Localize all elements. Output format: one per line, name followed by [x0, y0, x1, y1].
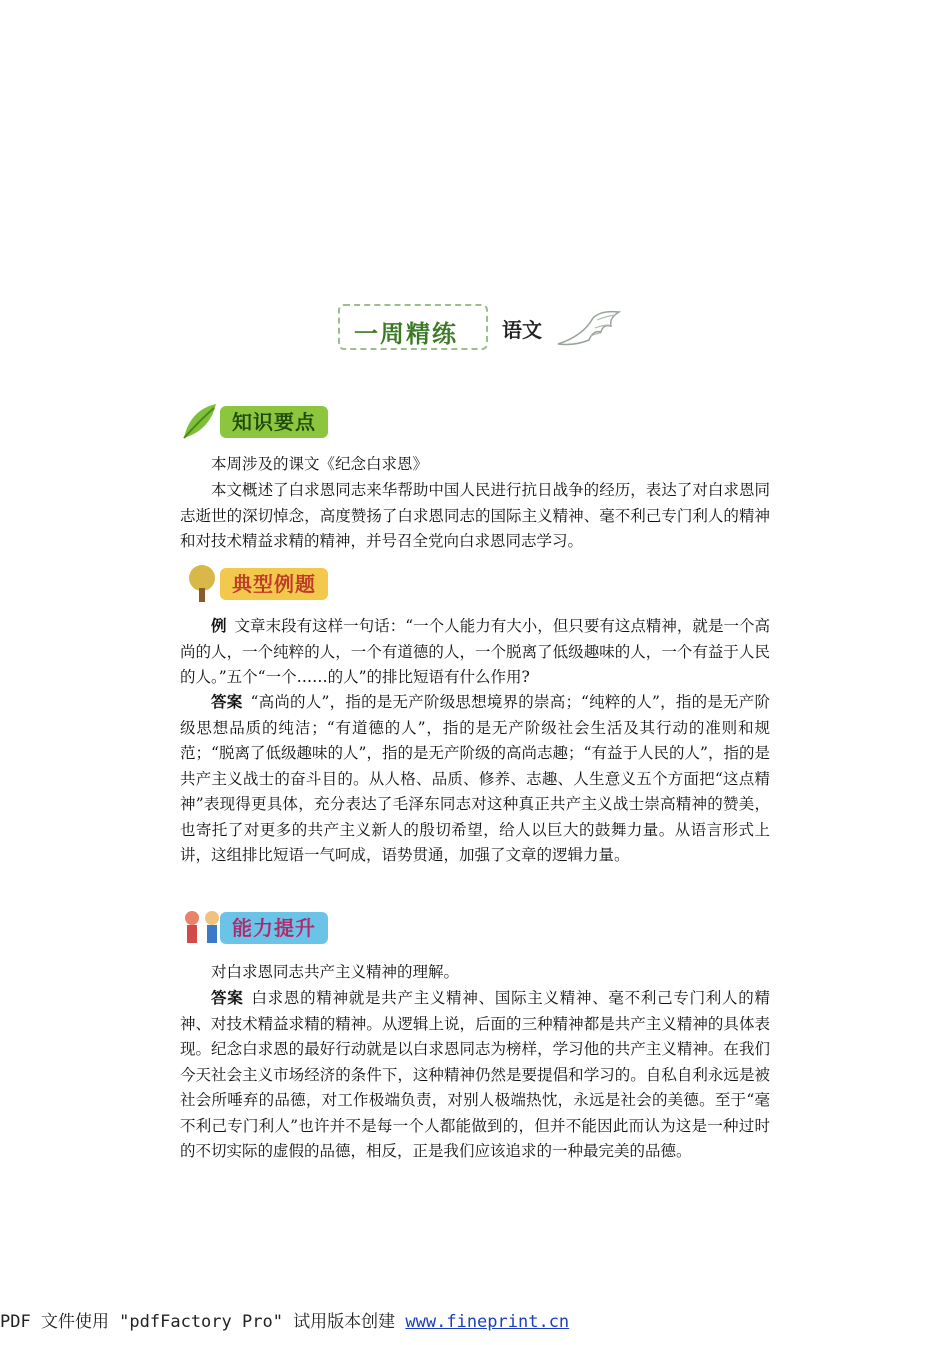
section-tag-label: 能力提升 — [220, 912, 328, 944]
tree-icon — [180, 562, 224, 606]
knowledge-body: 本文概述了白求恩同志来华帮助中国人民进行抗日战争的经历，表达了对白求恩同志逝世的深切悼念，高度赞扬了白求恩同志的国际主义精神、毫不利己专门利人的精神和对技术精益求精的精神，并号召全党向白求恩同志学习。 — [180, 481, 770, 550]
ability-question: 对白求恩同志共产主义精神的理解。 — [211, 963, 460, 981]
ability-answer — [180, 986, 770, 1165]
kids-icon — [180, 906, 224, 950]
banner-title: 一周精练 — [354, 320, 458, 348]
section-tag-ability — [180, 906, 380, 950]
section-tag-label: 典型例题 — [220, 568, 328, 600]
banner-subject: 语文 — [502, 318, 542, 342]
example-answer — [180, 690, 770, 869]
page-header-banner — [338, 302, 618, 354]
knowledge-intro: 本周涉及的课文《纪念白求恩》 — [211, 455, 429, 473]
banner-frame — [338, 304, 488, 350]
section-tag-label: 知识要点 — [220, 406, 328, 438]
ability-answer-text: 白求恩的精神就是共产主义精神、国际主义精神、毫不利己专门利人的精神、对技术精益求精的精神。从逻辑上说，后面的三种精神都是共产主义精神的具体表现。纪念白求恩的最好行动就是以白求恩同志为榜样，学习他的共产主义精神。在我们今天社会主义市场经济的条件下，这种精神仍然是要提倡和学习的。自私自利永远是被社会所唾弃的品德，对工作极端负责，对别人极端热忱，永远是社会的美德。至于“毫不利己专门利人”也许并不是每一个人都能做到的，但并不能因此而认为这是一种过时的不切实际的虚假的品德，相反，正是我们应该追求的一种最完美的品德。 — [180, 989, 770, 1160]
section-tag-knowledge — [180, 400, 380, 444]
answer-label: 答案 — [211, 693, 243, 711]
example-question — [180, 614, 770, 691]
example-label: 例 — [211, 617, 227, 635]
example-answer-text: “高尚的人”，指的是无产阶级思想境界的崇高；“纯粹的人”，指的是无产阶级思想品质的纯洁；“有道德的人”，指的是无产阶级社会生活及其行动的准则和规范；“脱离了低级趣味的人”，指的是无产阶级的高尚志趣；“有益于人民的人”，指的是共产主义战士的奋斗目的。从人格、品质、修养、志趣、人生意义五个方面把“这点精神”表现得更具体，充分表达了毛泽东同志对这种真正共产主义战士崇高精神的赞美，也寄托了对更多的共产主义新人的殷切希望，给人以巨大的鼓舞力量。从语言形式上讲，这组排比短语一气呵成，语势贯通，加强了文章的逻辑力量。 — [180, 693, 770, 864]
section-tag-example — [180, 562, 380, 606]
footer-link[interactable]: www.fineprint.cn — [405, 1312, 570, 1332]
footer-watermark — [0, 1307, 569, 1332]
wing-icon — [553, 306, 623, 350]
footer-text: PDF 文件使用 "pdfFactory Pro" 试用版本创建 — [0, 1312, 406, 1332]
leaf-icon — [180, 400, 224, 444]
example-question-text: 文章末段有这样一句话：“一个人能力有大小，但只要有这点精神，就是一个高尚的人，一个纯粹的人，一个有道德的人，一个脱离了低级趣味的人，一个有益于人民的人。”五个“一个……的人”的排比短语有什么作用? — [180, 617, 770, 686]
answer-label: 答案 — [211, 989, 244, 1007]
